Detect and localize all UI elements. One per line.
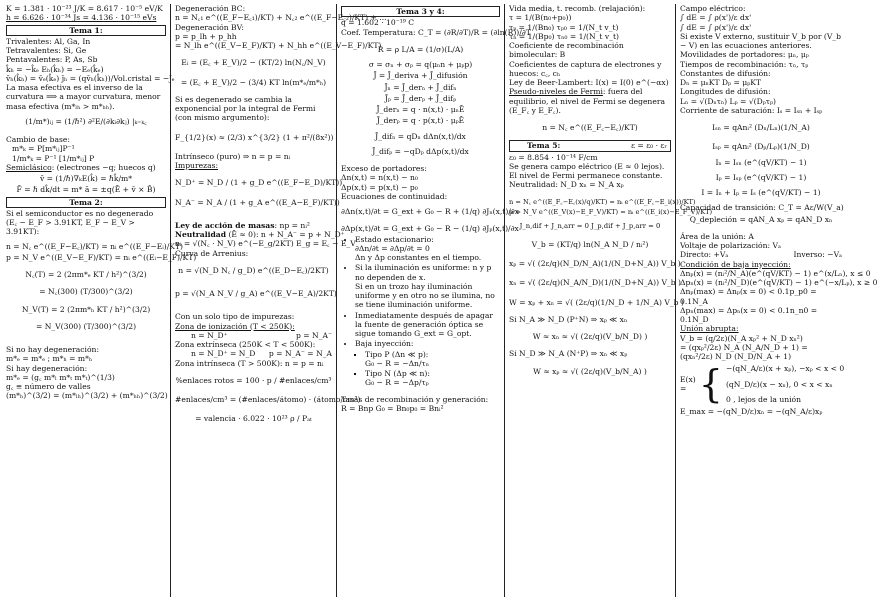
equation: Lₙ = √(Dₙτₙ) Lₚ = √(Dₚτₚ) <box>680 96 776 106</box>
text-line: Cambio de base: <box>6 135 70 144</box>
equation: %enlaces rotos = 100 · p / #enlaces/cm³ <box>175 375 332 385</box>
text-line: Si hay degeneración: <box>6 363 88 373</box>
text-line: Con un solo tipo de impurezas: <box>175 312 295 322</box>
equation: n = N꜀ e^((E_F−E꜀)/KT) = nᵢ e^((E_F−Eᵢ)/KT) <box>6 241 183 251</box>
text-line: Tetravalentes: Si, Ge <box>6 46 87 55</box>
text-line: Unión abrupta: <box>680 324 739 334</box>
text-line: Si N_D ≫ N_A (N⁺P) ⇒ xₙ ≪ xₚ <box>509 349 628 359</box>
equation: J̄_difₚ = −qDₚ dΔp(x,t)/dx <box>372 146 469 156</box>
charge-constant: q = 1.602 · 10⁻¹⁹ C <box>341 18 415 28</box>
text-line: El nivel de Fermi permanece constante. <box>509 171 663 180</box>
equation: N_V(T) = 2 (2πm*ₕ KT / h²)^(3/2) <box>21 304 151 314</box>
equation: n = N꜀ e^((E_F꜀−E꜀)/KT) <box>542 123 638 132</box>
zone-line: n = N_D⁺ p = N_A⁻ <box>191 330 332 340</box>
text-line: Exceso de portadores: <box>341 164 427 173</box>
text-line: Ecuaciones de continuidad: <box>341 191 448 201</box>
equation: ε₀ = 8.854 · 10⁻¹⁴ F/cm <box>509 152 598 162</box>
text-line: Curva de Arrenius: <box>175 248 249 258</box>
tema-3-4-header: Tema 3 y 4: <box>341 6 500 17</box>
tema-5-header: Tema 5: ε = ε₀ · εᵣ <box>509 140 671 151</box>
equation: Iₛₙ = qAnᵢ² (Dₙ/Lₙ)(1/N_A) <box>712 123 810 132</box>
equation: F̄ = ℏ dk̂/dt = m* ā = ±q(Ē + v̄ × B̄) <box>16 185 156 195</box>
equation: (m*ₕ)^(3/2) = (m*ₗₕ)^(3/2) + (m*ₕₕ)^(3/2) <box>6 391 168 401</box>
equation: p = p_lh + p_hh <box>175 31 237 41</box>
text-line: Condición de baja inyección: <box>680 259 791 269</box>
equation: p = N_V e^((E_V(x)−E_F_V)/KT) = nᵢ e^((E_i(x)−E_F_V)/KT) <box>509 207 713 216</box>
equation: Δpₙ(max) = Δpₙ(x = 0) < 0.1n_n0 = 0.1N_D <box>680 305 818 324</box>
equation: J̄_difₙ = qDₙ dΔn(x,t)/dx <box>375 131 466 141</box>
case-line: −(qN_A/ε)(x + xₚ), −xₚ < x < 0 <box>725 364 845 374</box>
equation: Δnₚ(x) = (nᵢ²/N_A)(e^(qV/KT) − 1) e^(x/Lₙ), x ≤ 0 <box>680 268 871 278</box>
equation: N_D⁺ = N_D / (1 + g_D e^((E_F−E_D)/KT)) <box>175 178 343 188</box>
text-line: Si no hay degeneración: <box>6 345 99 354</box>
zone-line: Zona de ionización (T < 250K): <box>175 321 295 331</box>
text-line: Si existe V externo, sustituir V_b por (V_b − V) en las ecuaciones anteriores. <box>680 31 841 50</box>
equation: J̄ = J̄_deriva + J̄_difusión <box>373 71 468 81</box>
brace: { <box>698 362 723 407</box>
equation: Capacidad de transición: C_T = Aε/W(V_a) <box>680 203 844 213</box>
equation: ∫ dE = ∫ ρ(x')/ε dx' <box>680 13 752 23</box>
case-line: 0 , lejos de la unión <box>725 394 801 404</box>
mass-action-law: Ley de acción de masas: np = nᵢ² <box>175 220 310 230</box>
pseudo-fermi-text: Pseudo-niveles de Fermi: fuera del equilibrio, el nivel de Fermi se degenera (E_F꜀ y E_F꜀). <box>509 87 665 115</box>
equation: Eᵢ = (E꜀ + E_V)/2 − (KT/2) ln(N꜀/N_V) <box>181 58 326 68</box>
equation: Iₛₚ = qAnᵢ² (Dₚ/Lₚ)(1/N_D) <box>712 142 810 152</box>
electric-field-piecewise <box>680 362 845 407</box>
equation: 1/m*ₖ = P⁻¹ [1/m*ᵢⱼ] P <box>12 153 95 163</box>
list-item: • Baja inyección: ▪ Tipo P (Δn ≪ p): G₀ − R = −Δn/τₙ ▪ Tipo N (Δp ≪ n): G₀ − R = −Δp/τₚ <box>355 339 500 387</box>
equation: V_b = (q/2ε)(N_A xₚ² + N_D xₙ²) <box>680 333 803 343</box>
equation: n = N꜀₁ e^((E_F−E꜀₁)/KT) + N꜀₂ e^((E_F−E꜀₂)/KT) + ... <box>175 13 387 23</box>
tema-1-header: Tema 1: <box>6 25 166 36</box>
effective-mass-text: La masa efectiva es el inverso de la curvatura ⟹ a mayor curvatura, menor masa efectiva (m*ₗₕ > m*ₕₕ). <box>6 83 161 111</box>
list-item: ▪ Tipo N (Δp ≪ n): G₀ − R = −Δp/τₚ <box>365 369 500 388</box>
text-line: Si N_A ≫ N_D (P⁺N) ⇒ xₚ ≪ xₙ <box>509 314 628 324</box>
equation: τ = 1/(B(n₀+p₀)) <box>509 13 572 23</box>
text-line: Degeneración BV: <box>175 22 244 32</box>
equation: Coef. Temperatura: C_T = (∂R/∂T)/R = (∂ln(R))/∂T <box>341 27 531 37</box>
case-list <box>726 364 844 404</box>
equation: = (E꜀ + E_V)/2 − (3/4) KT ln(m*ₑ/m*ₕ) <box>180 77 327 87</box>
equation: Q_depleción = qAN_A xₚ = qAN_D xₙ <box>689 214 833 224</box>
equation: = valencia · 6.022 · 10²³ ρ / Pₐₜ <box>195 414 312 424</box>
bullet-list <box>355 235 500 388</box>
equation: k̂ₕ = −k̂ₑ Eₕ(k̂ₕ) = −Eₑ(k̂ₑ) <box>6 64 104 74</box>
text-line: Pentavalentes: P, As, Sb <box>6 55 98 65</box>
equation: #enlaces/cm³ = (#enlaces/átomo) · (átomo/cm³) <box>175 395 361 404</box>
equation: (1/m*)ᵢⱼ = (1/ℏ²) ∂²E/(∂kᵢ∂kⱼ) |ₖ₌ₖ꜀ <box>25 116 147 126</box>
equation: I = Iₙ + Iₚ = Iₛ (e^(qV/KT) − 1) <box>701 188 821 197</box>
equation: = N_lh e^((E_V−E_F)/KT) + N_hh e^((E_V−E_F)/KT) <box>175 41 382 50</box>
equation: xₚ = √( (2ε/q)(N_D/N_A)(1/(N_D+N_A)) V_b ) <box>509 259 681 269</box>
column-3 <box>336 4 531 597</box>
equation: J̄_derₙ = q · n(x,t) · μₙĒ <box>376 105 465 114</box>
equation: xₙ = √( (2ε/q)(N_A/N_D)(1/(N_D+N_A)) V_b ) <box>509 278 682 288</box>
list-item: ▪ Tipo P (Δn ≪ p): G₀ − R = −Δn/τₙ <box>365 350 500 369</box>
semiclassic-line: Semiclásico: (electrones −q; huecos q) <box>6 162 156 172</box>
text-line: Directo: +Vₐ Inverso: −Vₐ <box>680 250 842 260</box>
equation: σ = σₙ + σₚ = q(μₙn + μₚp) <box>368 60 473 69</box>
text-line: Movilidades de portadores: μₙ, μₚ <box>680 50 809 60</box>
equation: p = √(N_A N_V / g_A) e^((E_V−E_A)/2KT) <box>175 289 337 298</box>
equation: N꜀(T) = 2 (2πm*ₑ KT / h²)^(3/2) <box>25 270 147 279</box>
text-line: Área de la unión: A <box>680 231 754 241</box>
equation: J̄ₙ = J̄_derₙ + J̄_difₙ <box>384 82 457 92</box>
equation: Δpₙ(x) = (nᵢ²/N_D)(e^(qV/KT) − 1) e^(−x/Lₚ), x ≥ 0 <box>680 278 878 287</box>
equation: J_n,dif + J_n,arr = 0 J_p,dif + J_p,arr = 0 <box>519 221 661 230</box>
equation: m*ₑ = m*ₑ ; m*ₕ = m*ₕ <box>6 354 93 364</box>
equation: F_{1/2}(x) ≈ (2/3) x^{3/2} (1 + π²/(8x²)) <box>175 132 334 142</box>
boltzmann-constant: K = 1.381 · 10⁻²³ J/K = 8.617 · 10⁻⁵ eV/K <box>6 4 163 13</box>
text-line: Corriente de saturación: Iₛ = Iₛₙ + Iₛₚ <box>680 105 823 115</box>
equation: = N_V(300) (T/300)^(3/2) <box>35 321 137 331</box>
fermi-integral-text: Si es degenerado se cambia la exponencial por la integral de Fermi (con mismo argumento): <box>175 94 316 123</box>
text-line: Degeneración BC: <box>175 4 246 13</box>
list-item: • Si la iluminación es uniforme: n y p no dependen de x. Si en un trozo hay iluminación uniforme y en otro no se ilumina, no se tiene iluminación uniforme. <box>355 263 500 309</box>
text-line: Tasas de recombinación y generación: <box>341 394 489 404</box>
zone-line: Zona extrínseca (250K < T < 500K): <box>175 340 316 349</box>
equation-lhs: E(x) = <box>680 374 696 394</box>
text-line: Voltaje de polarización: Vₐ <box>680 241 781 250</box>
equation: = (qxₚ²/2ε) N_A (N_A/N_D + 1) = (qxₙ²/2ε) N_D (N_D/N_A + 1) <box>680 342 808 361</box>
list-item: • Estado estacionario: ∂Δn/∂t = ∂Δp/∂t = 0 Δn y Δp constantes en el tiempo. <box>355 235 500 263</box>
equation: v̄ₕ(k̂ₕ) = v̄ₑ(k̂ₑ) j̄ₕ = (qv̄ₕ(k̂ₕ))/Vol.cristal = −j̄ₑ <box>6 73 175 83</box>
equation: m*ₖ = P[m*ᵢⱼ]P⁻¹ <box>12 144 75 154</box>
text-line: Si el semiconductor es no degenerado (E꜀ − E_F > 3.91KT, E_F − E_V > 3.91KT): <box>6 208 154 237</box>
equation: ∂Δn(x,t)/∂t = G_ext + G₀ − R + (1/q) ∂Jₙ(x,t)/∂x <box>341 207 520 216</box>
equation: Δnₚ(max) = Δnₚ(x = 0) < 0.1p_p0 = 0.1N_A <box>680 287 817 306</box>
equation: ∂Δp(x,t)/∂t = G_ext + G₀ − R − (1/q) ∂Jₚ(x,t)/∂x <box>341 224 519 234</box>
equation: Δp(x,t) = p(x,t) − p₀ <box>341 182 418 192</box>
text-line: Intrínseco (puro) ⇒ n = p = nᵢ <box>175 151 291 161</box>
equation: Iₚ = Iₛₚ (e^(qV/KT) − 1) <box>715 172 807 182</box>
equation: W ≈ xₙ ≈ √( (2ε/q)(V_b/N_D) ) <box>532 332 648 342</box>
equation: W ≈ xₚ ≈ √( (2ε/q)(V_b/N_A) ) <box>533 366 647 376</box>
case-line: (qN_D/ε)(x − xₙ), 0 < x < xₙ <box>725 379 833 389</box>
text-line: Constantes de difusión: <box>680 68 771 78</box>
equation: Iₙ = Iₛₙ (e^(qV/KT) − 1) <box>715 157 807 167</box>
text-line: Campo eléctrico: <box>680 4 746 13</box>
equation: N_A⁻ = N_A / (1 + g_A e^((E_A−E_F)/KT)) <box>175 197 340 207</box>
equation: τₚ = 1/(Bn₀) τₚ₀ = 1/(N_t v_t) <box>509 22 619 32</box>
column-5 <box>675 4 878 597</box>
text-line: Vida media, t. recomb. (relajación): <box>509 4 646 13</box>
equation: Δn(x,t) = n(x,t) − n₀ <box>341 173 418 183</box>
text-line: Neutralidad: N_D xₙ = N_A xₚ <box>509 180 624 190</box>
text-line: Coeficientes de captura de electrones y huecos: c꜀, cₕ <box>509 59 662 78</box>
equation: J̄_derₚ = q · p(x,t) · μₚĒ <box>376 116 465 126</box>
equation: p = N_V e^((E_V−E_F)/KT) = nᵢ e^((Eᵢ−E_F)/KT) <box>6 252 197 262</box>
equation: Dₙ = μₙKT Dₚ = μₚKT <box>680 78 761 87</box>
equation: Ley de Beer-Lambert: I(x) = I(0) e^(−αx) <box>509 78 669 87</box>
planck-constant: h = 6.626 · 10⁻³⁴ Js = 4.136 · 10⁻¹⁵ eVs <box>6 13 157 23</box>
list-item: • Inmediatamente después de apagar la fuente de generación óptica se sigue tomando G_ext = G_opt. <box>355 311 500 339</box>
zone-line: n = N_D⁺ = N_D p = N_A⁻ = N_A <box>191 349 332 359</box>
equation: R = ρ L/A = (1/σ)(L/A) <box>377 44 464 54</box>
equation: V_b = (KT/q) ln(N_A N_D / nᵢ²) <box>531 239 649 249</box>
equation: n = N꜀ e^((E_F꜀−E꜀(x)/q)/KT) = nᵢ e^((E_F꜀−E_i(x))/KT) <box>509 197 696 206</box>
equation: v̄ = (1/ℏ)∇ₖE(k̂) = ℏk̂/m* <box>39 174 133 183</box>
equation: E_max = −(qN_D/ε)xₙ = −(qN_A/ε)xₚ <box>680 407 823 416</box>
equation: J̄ₚ = J̄_derₚ + J̄_difₚ <box>384 93 457 103</box>
text-line: Coeficiente de recombinación bimolecular: B <box>509 41 624 60</box>
equation: nᵢ = √(N꜀ · N_V) e^(−E_g/2KT) E_g = E꜀ − E_V <box>175 239 356 249</box>
zone-line: Zona intrínseca (T > 500K): n = p = nᵢ <box>175 358 324 368</box>
text-line: Se genera campo eléctrico (E ≈ 0 lejos). <box>509 161 665 171</box>
equation: R = Bnp G₀ = Bn₀p₀ = Bnᵢ² <box>341 403 444 413</box>
neutrality: Neutralidad (Ē ≈ 0): n + N_A⁻ = p + N_D⁺ <box>175 230 345 239</box>
text-line: Tiempos de recombinación: τₙ, τₚ <box>680 59 809 69</box>
equation: m*ₑ = (g꜀ m*ₗ m*ₜ m*ₜ)^(1/3) <box>6 372 115 382</box>
equation: ∫ dE = ∫ ρ(x')/ε dx' <box>680 22 752 32</box>
equation: = N꜀(300) (T/300)^(3/2) <box>39 287 133 297</box>
impurezas-heading: Impurezas: <box>175 161 219 170</box>
text-line: Longitudes de difusión: <box>680 87 771 97</box>
text-line: Trivalentes: Al, Ga, In <box>6 36 91 46</box>
equation: n = √(N_D N꜀ / g_D) e^((E_D−E꜀)/2KT) <box>178 265 329 275</box>
tema-2-header: Tema 2: <box>6 197 166 208</box>
equation: τₙ = 1/(Bp₀) τₙ₀ = 1/(N_t v_t) <box>509 31 619 41</box>
text-line: g꜀ ≡ número de valles <box>6 382 91 391</box>
equation: W = xₚ + xₙ = √( (2ε/q)(1/N_D + 1/N_A) V_b ) <box>509 297 684 307</box>
